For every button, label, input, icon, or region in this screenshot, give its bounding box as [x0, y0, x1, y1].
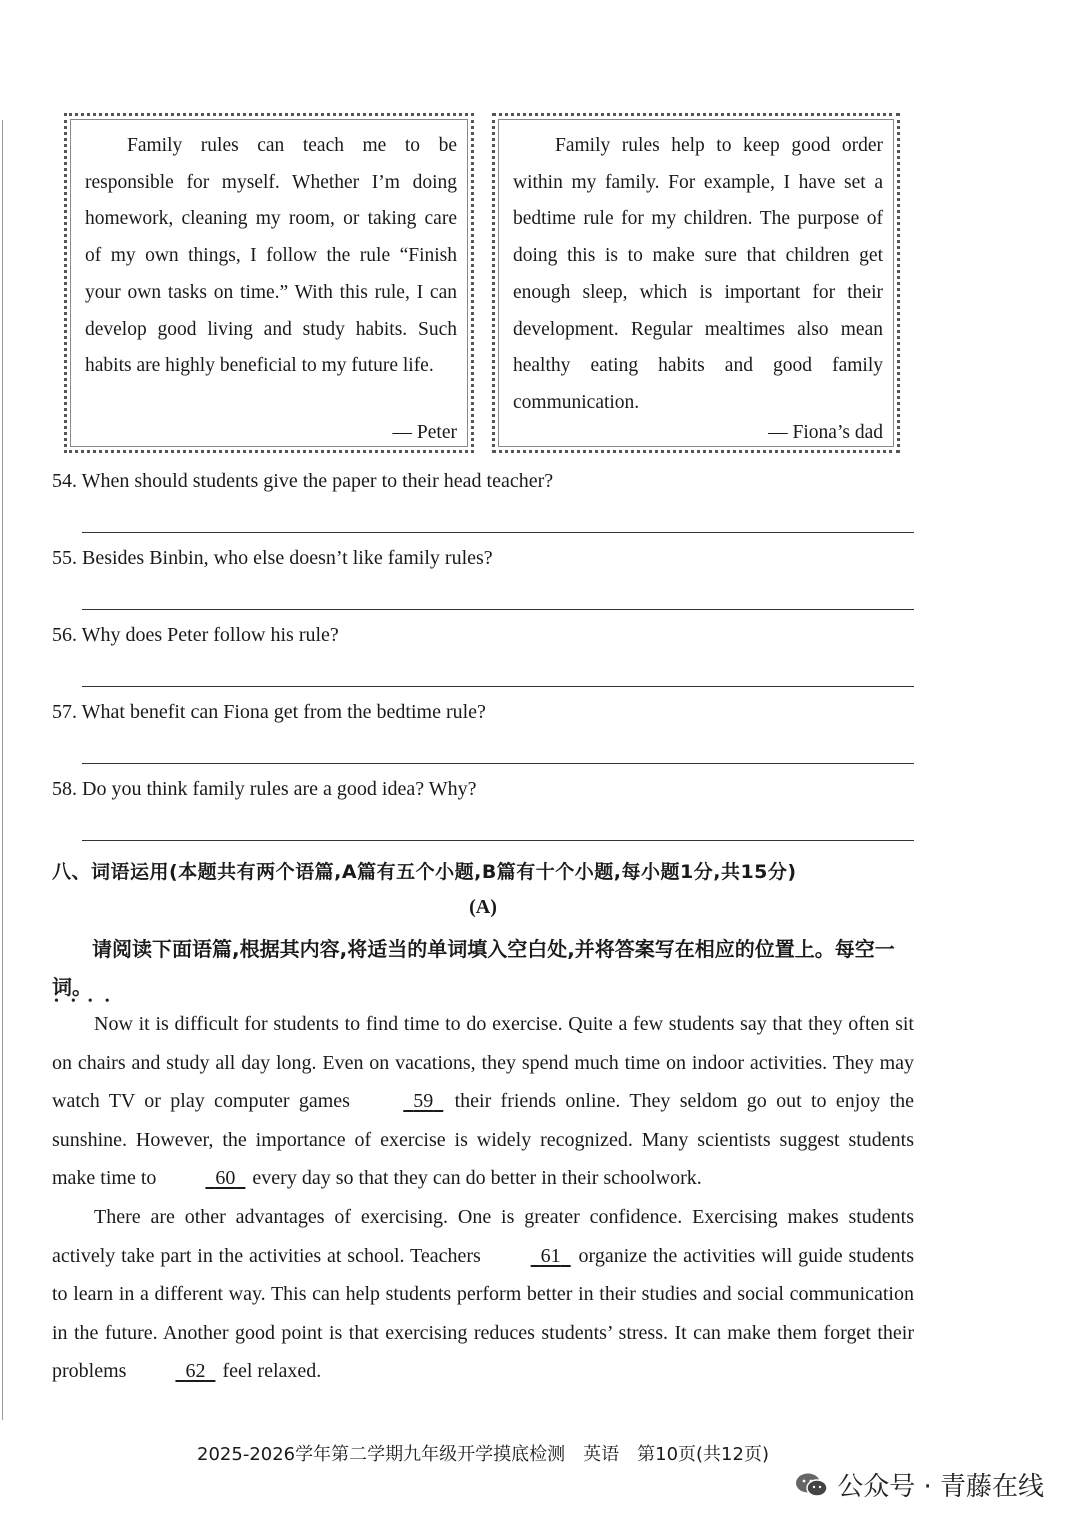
section-title: 八、词语运用(本题共有两个语篇,A篇有五个小题,B篇有十个小题,每小题1分,共15分) — [52, 861, 797, 883]
page-edge-rule — [2, 120, 3, 1420]
watermark — [795, 1466, 1044, 1503]
blank-number: 59 — [413, 1090, 434, 1113]
blank-number: 61 — [540, 1244, 561, 1267]
paragraph-1 — [52, 1005, 914, 1198]
question-58 — [52, 774, 914, 851]
peter-text: Family rules can teach me to be responsible for myself. Whether I’m doing homework, cleaning my room, or taking care of my own things, I follow the rule “Finish your own tasks on time.” With this rule, I can develop good living and study habits. Such habits are highly beneficial to my future life. — [85, 135, 457, 377]
instruction-text: 请阅读下面语篇,根据其内容,将适当的单词填入空白处,并将答案写在相应的位置上。每空一词。 — [52, 937, 895, 999]
question-54 — [52, 466, 914, 543]
blank-59[interactable] — [359, 1082, 445, 1121]
question-56 — [52, 620, 914, 697]
paragraph-2 — [52, 1198, 914, 1391]
question-text: 55. Besides Binbin, who else doesn’t like family rules? — [52, 547, 493, 569]
answer-line[interactable] — [82, 609, 914, 610]
watermark-text: 公众号 · 青藤在线 — [837, 1472, 1044, 1502]
text-run: their friends online. They seldom go out to enjoy the sunshine. However, the importance of exercise is widely recognized. Many scientists suggest students make time to — [52, 1090, 915, 1190]
passage-box-fiona-dad — [492, 113, 900, 453]
passage-box-peter — [64, 113, 474, 453]
cloze-passage — [52, 1005, 914, 1391]
wechat-icon — [795, 1472, 829, 1498]
page-footer: 2025-2026学年第二学期九年级开学摸底检测 英语 第10页(共12页) — [197, 1444, 769, 1465]
blank-60[interactable] — [161, 1159, 247, 1198]
part-heading: (A) — [469, 896, 497, 918]
question-list — [52, 466, 914, 851]
blank-62[interactable] — [131, 1352, 217, 1391]
question-text: 58. Do you think family rules are a good idea? Why? — [52, 778, 477, 800]
text-run: organize the activities will guide students to learn in a different way. This can help students perform better in their studies and social communication in the future. Another good point is that exercising reduces students’ stress. It can make them forget their problems — [52, 1244, 915, 1383]
fiona-dad-text: Family rules help to keep good order within my family. For example, I have set a bedtime rule for my children. The purpose of doing this is to make sure that children get enough sleep, which is important for their development. Regular mealtimes also mean healthy eating habits and good family communication. — [513, 135, 883, 413]
blank-61[interactable] — [487, 1237, 573, 1276]
text-run: There are other advantages of exercising. One is greater confidence. Exercising makes students actively take part in the activities at school. Teachers — [52, 1205, 914, 1267]
answer-line[interactable] — [82, 763, 914, 764]
question-55 — [52, 543, 914, 620]
question-57 — [52, 697, 914, 774]
answer-line[interactable] — [82, 686, 914, 687]
answer-line[interactable] — [82, 532, 914, 533]
text-run: Now it is difficult for students to find time to do exercise. Quite a few students say that they often sit on chairs and study all day long. Even on vacations, they spend much time on indoor activities. They may watch TV or play computer games — [52, 1013, 914, 1113]
question-text: 56. Why does Peter follow his rule? — [52, 624, 339, 646]
question-text: 57. What benefit can Fiona get from the bedtime rule? — [52, 701, 486, 723]
answer-line[interactable] — [82, 840, 914, 841]
blank-number: 62 — [185, 1360, 206, 1383]
emphasis-dots: •••• — [54, 994, 122, 1009]
text-run: feel relaxed. — [222, 1360, 322, 1383]
blank-number: 60 — [215, 1167, 236, 1190]
peter-signature: — Peter — [392, 422, 457, 443]
question-text: 54. When should students give the paper to their head teacher? — [52, 470, 554, 492]
text-run: every day so that they can do better in their schoolwork. — [252, 1167, 702, 1190]
fiona-dad-signature: — Fiona’s dad — [768, 422, 883, 443]
